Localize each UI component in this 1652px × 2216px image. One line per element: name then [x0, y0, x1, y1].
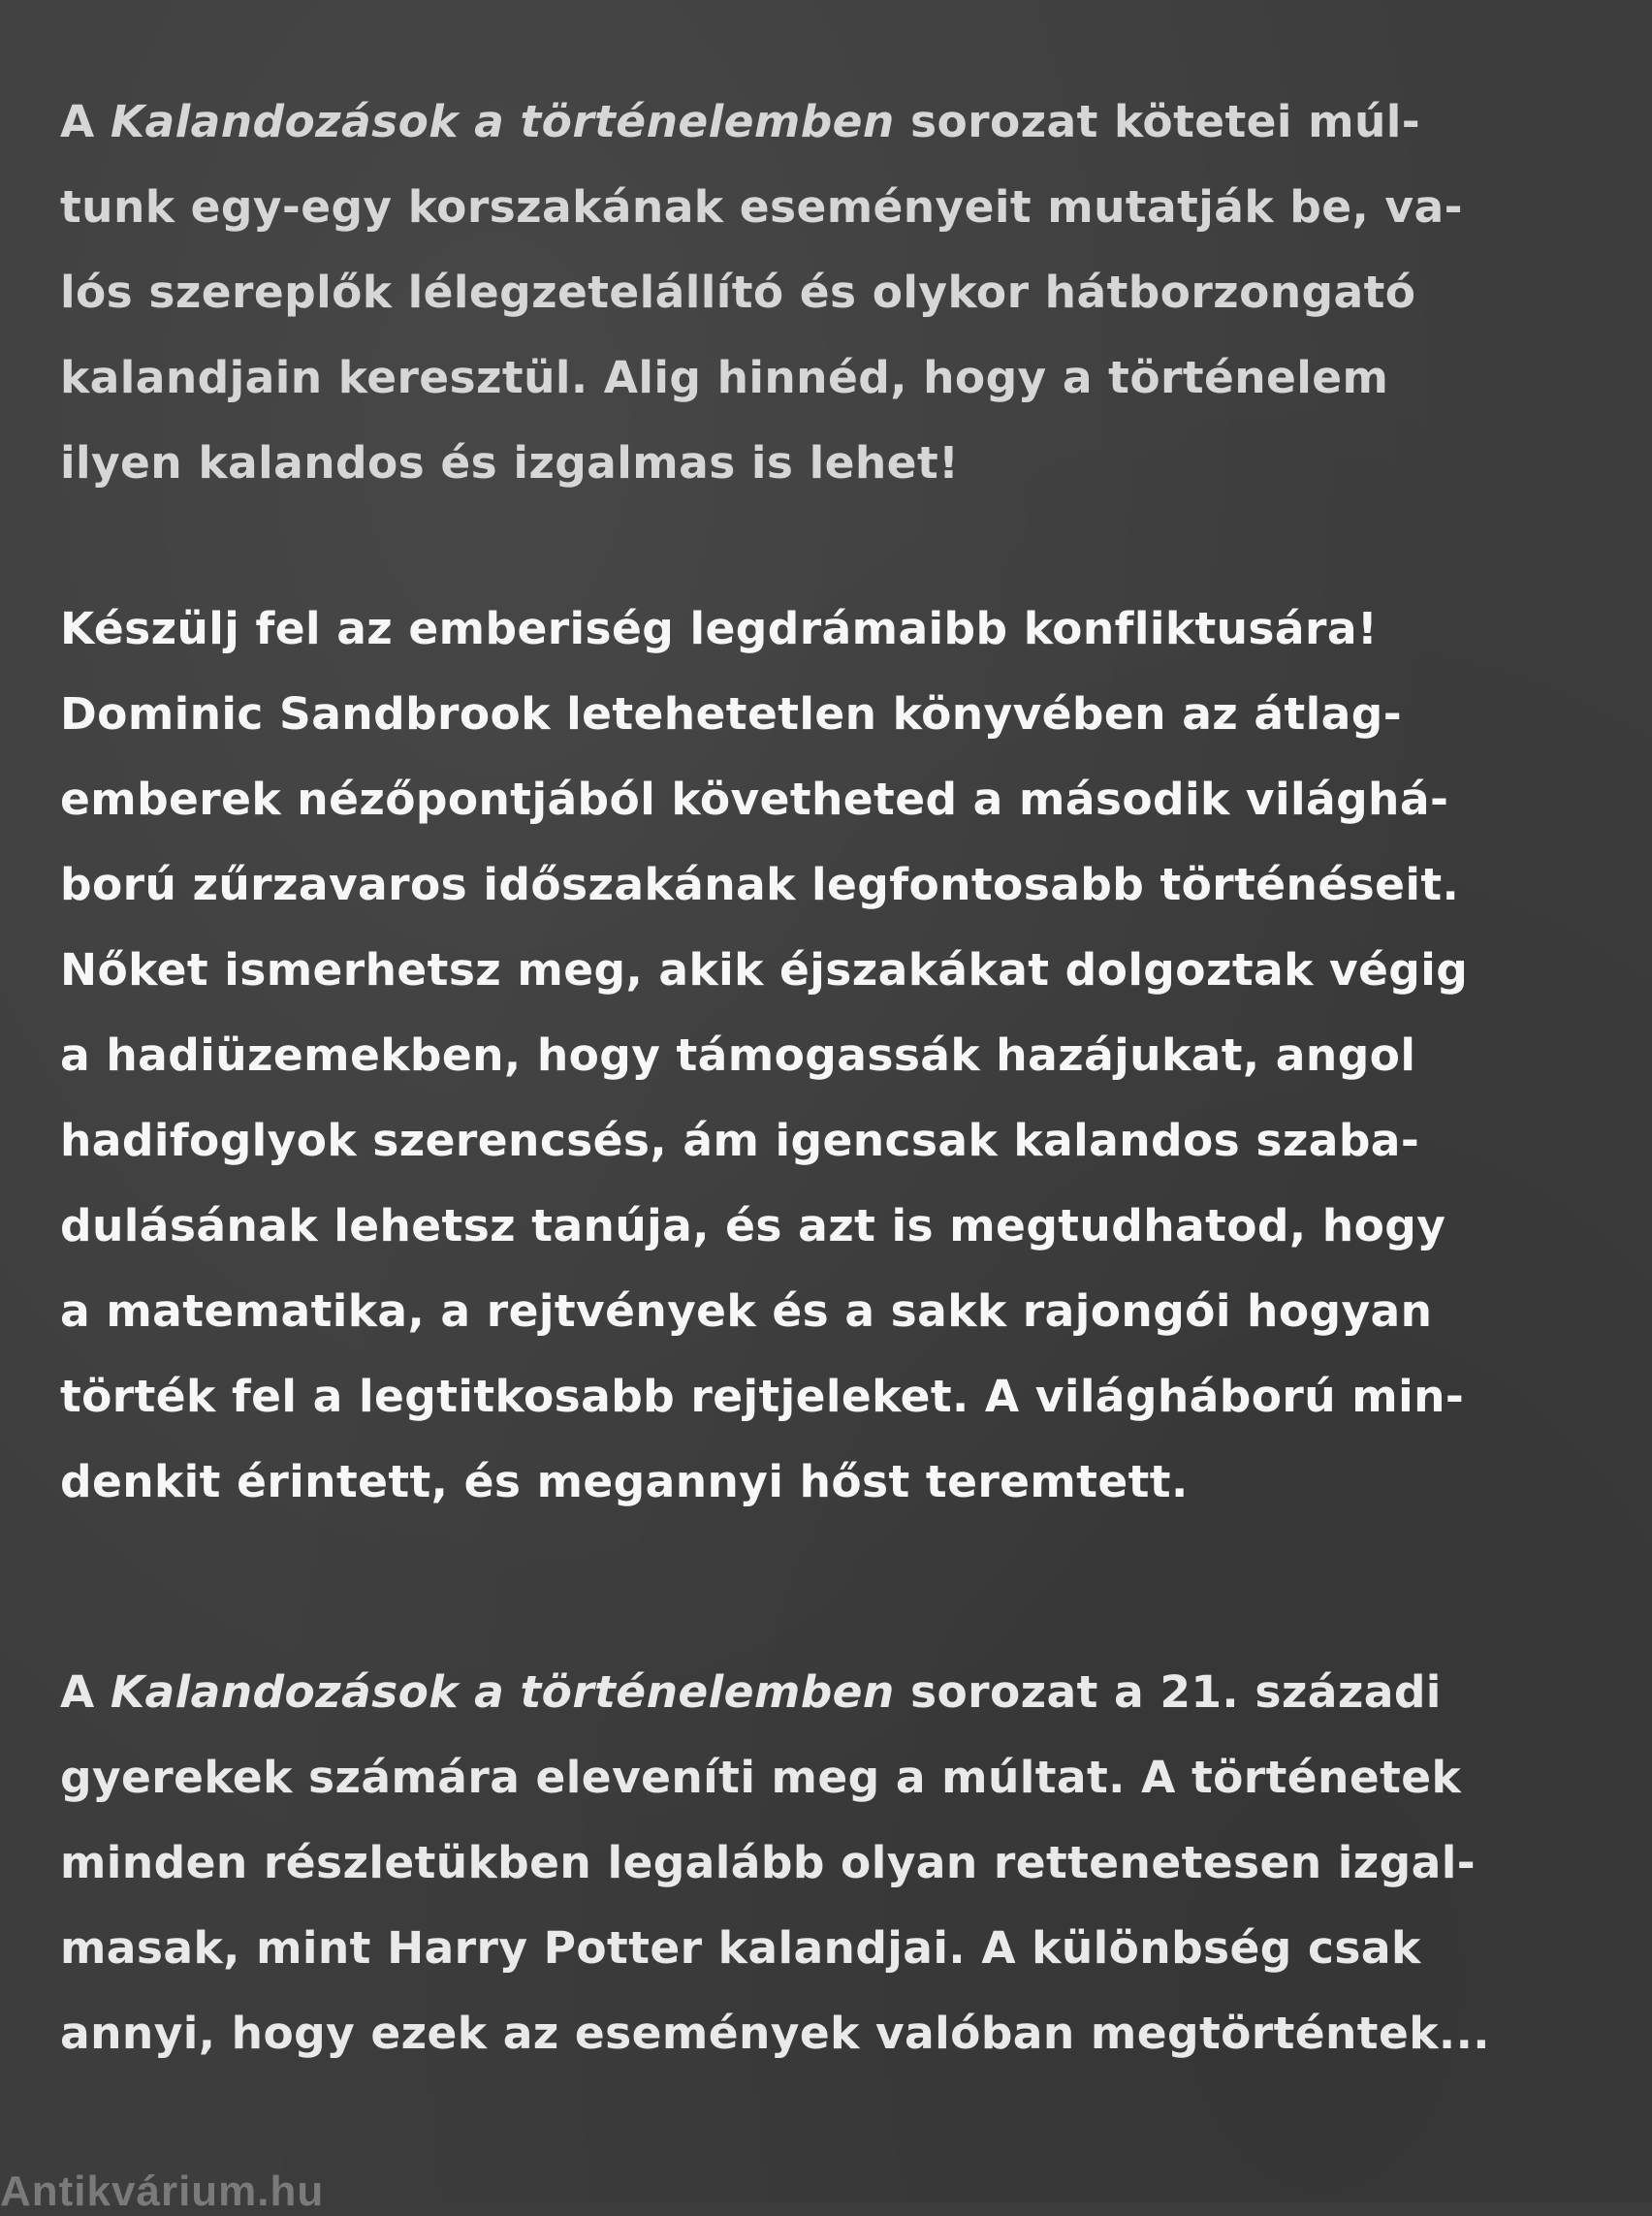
- text-line: A Kalandozások a történelemben sorozat a 21. századi: [60, 1666, 1442, 1718]
- text-line: dulásának lehetsz tanúja, és azt is megtudhatod, hogy: [60, 1200, 1446, 1251]
- book-description-paragraph: [60, 586, 1468, 1525]
- text-line: hadifoglyok szerencsés, ám igencsak kalandos szaba-: [60, 1115, 1420, 1166]
- series-title: Kalandozások a történelemben: [110, 96, 895, 147]
- text-line: Dominic Sandbrook letehetetlen könyvében az átlag-: [60, 688, 1403, 740]
- series-intro-paragraph: [60, 79, 1463, 506]
- text-line: kalandjain keresztül. Alig hinnéd, hogy a történelem: [60, 352, 1389, 403]
- text-line: Készülj fel az emberiség legdrámaibb konfliktusára!: [60, 603, 1379, 654]
- text-line: a matematika, a rejtvények és a sakk rajongói hogyan: [60, 1285, 1433, 1337]
- text-line: Nőket ismerhetsz meg, akik éjszakákat dolgoztak végig: [60, 944, 1469, 996]
- text-line: masak, mint Harry Potter kalandjai. A különbség csak: [60, 1922, 1421, 1974]
- text-line: minden részletükben legalább olyan rettenetesen izgal-: [60, 1837, 1477, 1888]
- text-line: törték fel a legtitkosabb rejtjeleket. A világháború min-: [60, 1371, 1465, 1422]
- text-line: emberek nézőpontjából követheted a második világhá-: [60, 774, 1449, 825]
- series-closing-paragraph: [60, 1650, 1490, 2076]
- text-line: denkit érintett, és megannyi hőst teremtett.: [60, 1456, 1189, 1507]
- text-line: ilyen kalandos és izgalmas is lehet!: [60, 437, 960, 489]
- text-line: a hadiüzemekben, hogy támogassák hazájukat, angol: [60, 1029, 1416, 1081]
- text-line: A Kalandozások a történelemben sorozat kötetei múl-: [60, 96, 1421, 147]
- series-title: Kalandozások a történelemben: [110, 1666, 895, 1718]
- text-line: gyerekek számára eleveníti meg a múltat. A történetek: [60, 1752, 1462, 1803]
- watermark: Antikvárium.hu: [0, 2168, 325, 2215]
- text-line: ború zűrzavaros időszakának legfontosabb történéseit.: [60, 859, 1460, 910]
- text-line: annyi, hogy ezek az események valóban megtörténtek...: [60, 2008, 1490, 2059]
- text-line: tunk egy-egy korszakának eseményeit mutatják be, va-: [60, 181, 1463, 233]
- text-line: lós szereplők lélegzetelállító és olykor hátborzongató: [60, 267, 1416, 318]
